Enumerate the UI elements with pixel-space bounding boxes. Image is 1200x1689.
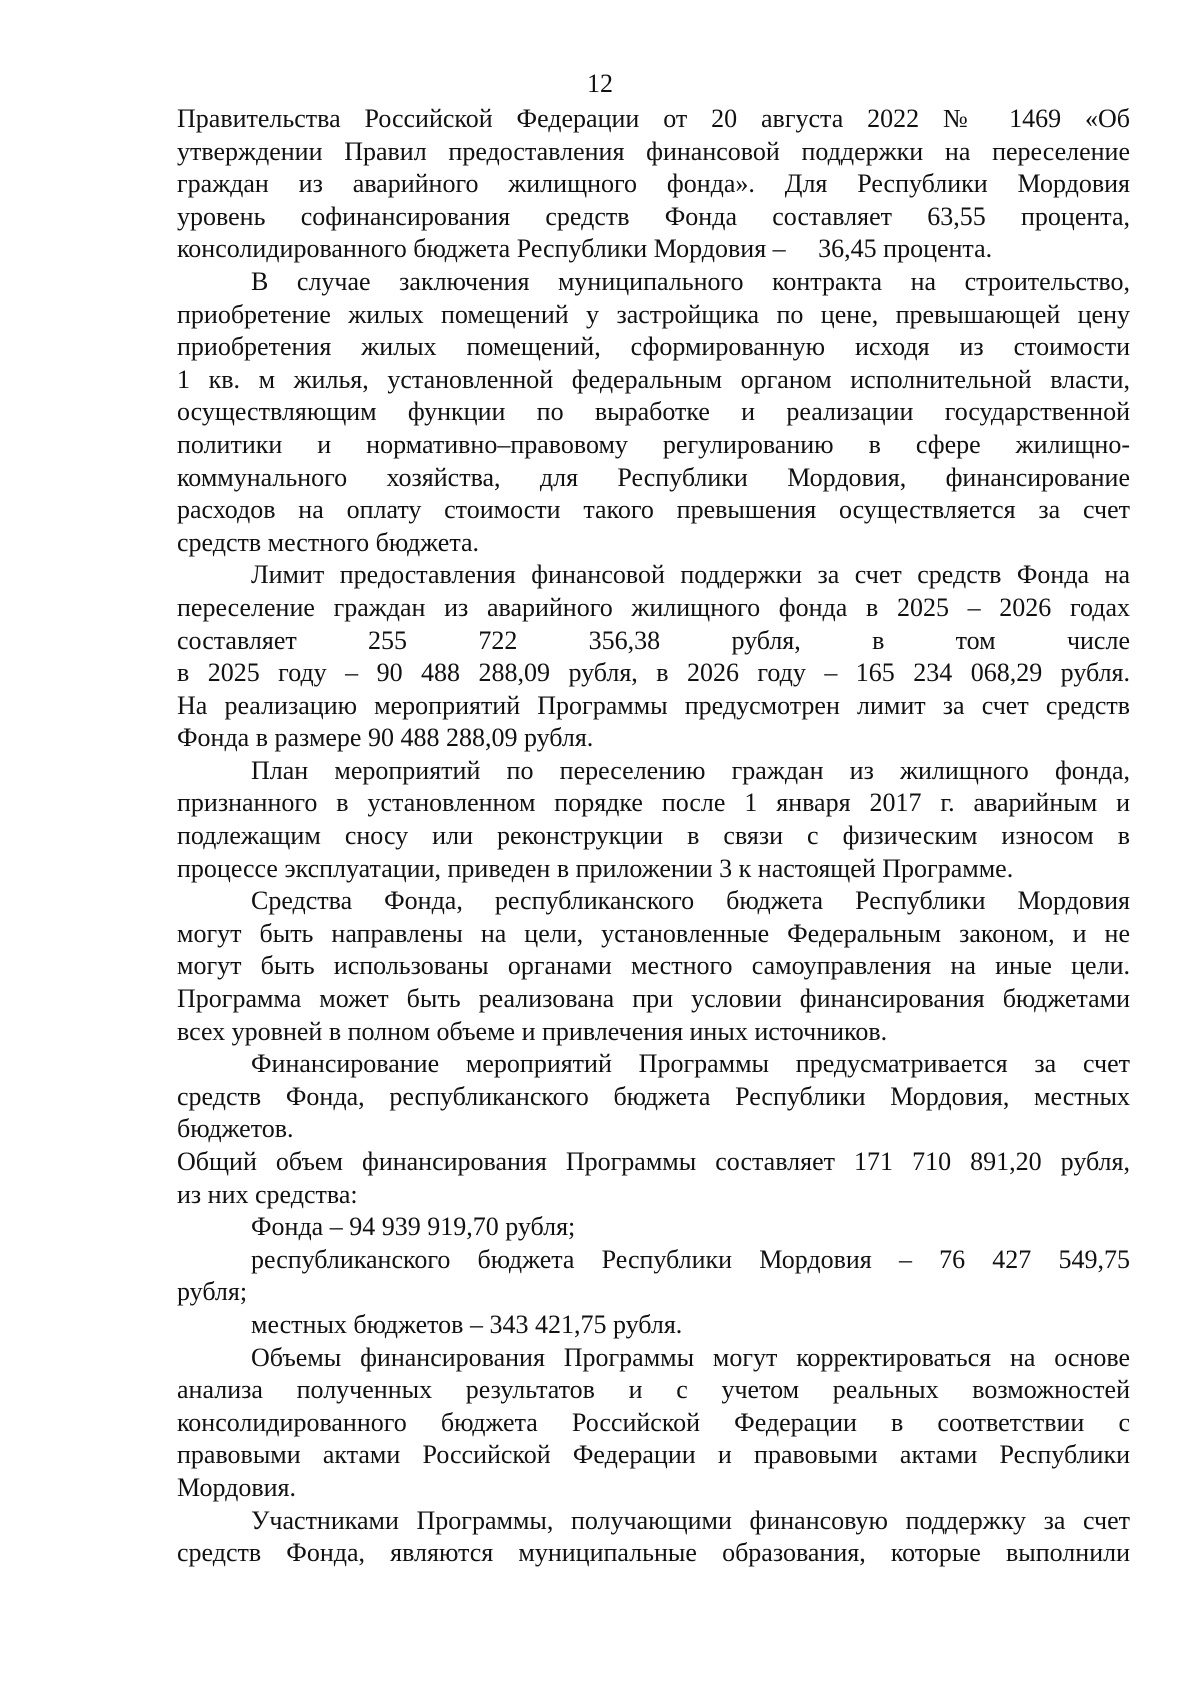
text-line: анализа полученных результатов и с учетом реальных возможностей [177, 1375, 1130, 1405]
text-line: Участниками Программы, получающими финансовую поддержку за счет [251, 1505, 1130, 1535]
text-line: Правительства Российской Федерации от 20 августа 2022 № 1469 «Об [177, 104, 1130, 133]
text-line: На реализацию мероприятий Программы предусмотрен лимит за счет средств [177, 690, 1130, 720]
text-line: приобретения жилых помещений, сформированную исходя из стоимости [177, 332, 1130, 362]
paragraph-8 [177, 1211, 1130, 1244]
text-line: правовыми актами Российской Федерации и правовыми актами Республики [177, 1440, 1130, 1470]
paragraph-9 [177, 1244, 1130, 1309]
paragraph-1 [177, 103, 1130, 266]
text-line: Программа может быть реализована при условии финансирования бюджетами [177, 984, 1130, 1014]
text-line: коммунального хозяйства, для Республики Мордовия, финансирование [177, 462, 1130, 492]
text-line: могут быть направлены на цели, установленные Федеральным законом, и не [177, 918, 1130, 948]
text-line: Финансирование мероприятий Программы предусматривается за счет [251, 1049, 1130, 1079]
text-line: План мероприятий по переселению граждан из жилищного фонда, [251, 755, 1130, 785]
paragraph-6 [177, 1048, 1130, 1146]
text-line: политики и нормативно–правовому регулированию в сфере жилищно- [177, 429, 1130, 459]
text-line: признанного в установленном порядке после 1 января 2017 г. аварийным и [177, 788, 1130, 818]
text-line: процессе эксплуатации, приведен в приложении 3 к настоящей Программе. [177, 853, 1014, 883]
text-line: средств Фонда, республиканского бюджета Республики Мордовия, местных [177, 1081, 1130, 1111]
text-line: из них средства: [177, 1179, 358, 1209]
text-line: В случае заключения муниципального контракта на строительство, [251, 266, 1130, 296]
text-line: средств местного бюджета. [177, 527, 480, 557]
document-body [177, 103, 1130, 1570]
paragraph-12 [177, 1505, 1130, 1570]
text-line: граждан из аварийного жилищного фонда». Для Республики Мордовия [177, 169, 1130, 199]
text-line: средств Фонда, являются муниципальные образования, которые выполнили [177, 1538, 1130, 1568]
text-line: осуществляющим функции по выработке и реализации государственной [177, 397, 1130, 427]
text-line: Мордовия. [177, 1472, 297, 1502]
text-line: приобретение жилых помещений у застройщика по цене, превышающей цену [177, 299, 1130, 329]
paragraph-4 [177, 755, 1130, 885]
text-line: Средства Фонда, республиканского бюджета Республики Мордовия [251, 886, 1130, 916]
text-line: консолидированного бюджета Российской Федерации в соответствии с [177, 1407, 1130, 1437]
text-line: всех уровней в полном объеме и привлечения иных источников. [177, 1016, 888, 1046]
text-line: Лимит предоставления финансовой поддержки за счет средств Фонда на [251, 560, 1130, 590]
text-line: 1 кв. м жилья, установленной федеральным органом исполнительной власти, [177, 364, 1130, 394]
paragraph-10 [177, 1309, 1130, 1342]
page-number: 12 [587, 69, 613, 98]
text-line: Объемы финансирования Программы могут корректироваться на основе [251, 1342, 1130, 1372]
paragraph-11 [177, 1342, 1130, 1505]
paragraph-7 [177, 1146, 1130, 1211]
text-line: расходов на оплату стоимости такого превышения осуществляется за счет [177, 495, 1130, 525]
text-line: республиканского бюджета Республики Мордовия – 76 427 549,75 [251, 1244, 1130, 1274]
text-line: Фонда – 94 939 919,70 рубля; [251, 1212, 576, 1242]
text-line: рубля; [177, 1277, 248, 1307]
text-line: местных бюджетов – 343 421,75 рубля. [251, 1309, 683, 1339]
paragraph-2 [177, 266, 1130, 559]
text-line: Общий объем финансирования Программы составляет 171 710 891,20 рубля, [177, 1147, 1130, 1176]
paragraph-5 [177, 885, 1130, 1048]
text-line: могут быть использованы органами местного самоуправления на иные цели. [177, 951, 1130, 981]
text-line: консолидированного бюджета Республики Мордовия – 36,45 процента. [177, 234, 993, 264]
text-line: в 2025 году – 90 488 288,09 рубля, в 2026 году – 165 234 068,29 рубля. [177, 658, 1130, 688]
text-line: подлежащим сносу или реконструкции в связи с физическим износом в [177, 821, 1130, 851]
text-line: уровень софинансирования средств Фонда составляет 63,55 процента, [177, 201, 1130, 231]
text-line: утверждении Правил предоставления финансовой поддержки на переселение [177, 136, 1130, 166]
text-line: переселение граждан из аварийного жилищного фонда в 2025 – 2026 годах [177, 592, 1130, 622]
text-line: составляет 255 722 356,38 рубля, в том числе [177, 625, 1130, 655]
text-line: бюджетов. [177, 1114, 294, 1144]
text-line: Фонда в размере 90 488 288,09 рубля. [177, 723, 594, 753]
paragraph-3 [177, 559, 1130, 755]
